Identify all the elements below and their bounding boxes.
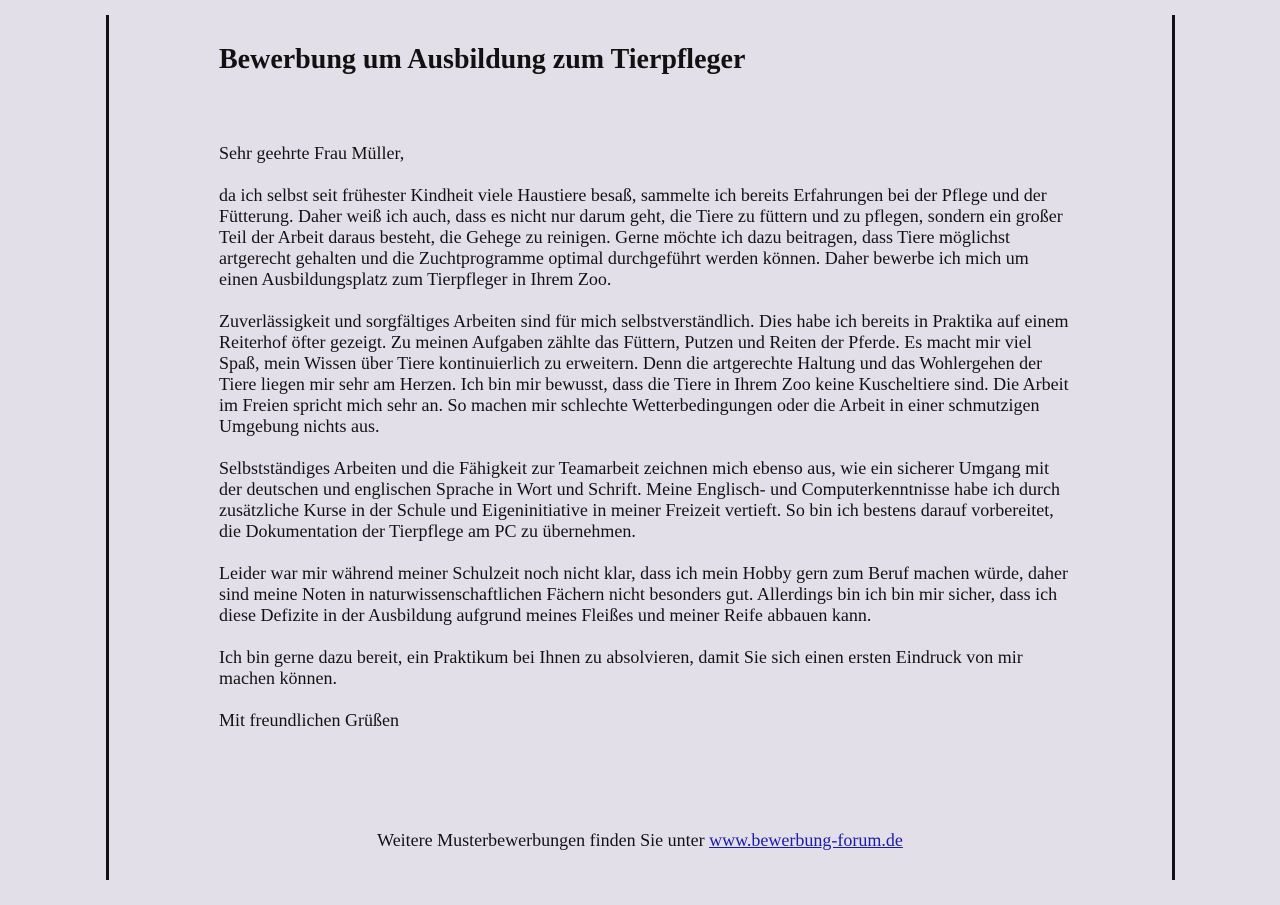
footer (0, 829, 1280, 851)
right-border-line (1172, 15, 1175, 880)
paragraph-skills: Selbstständiges Arbeiten und die Fähigkeit zur Teamarbeit zeichnen mich ebenso aus, wie ein sicherer Umgang mit der deutschen und englischen Sprache in Wort und Schrift. Meine Englisch- und Computerkenntnisse habe ich durch zusätzliche Kurse in der Schule und Eigeninitiative in meiner Freizeit vertieft. So bin ich bestens darauf vorbereitet, die Dokumentation der Tierpflege am PC zu übernehmen. (219, 458, 1061, 541)
closing: Mit freundlichen Grüßen (219, 710, 399, 730)
left-border-line (106, 15, 109, 880)
letter-document (219, 42, 1069, 730)
paragraph-experience: da ich selbst seit frühester Kindheit viele Haustiere besaß, sammelte ich bereits Erfahrungen bei der Pflege und der Fütterung. Daher weiß ich auch, dass es nicht nur darum geht, die Tiere zu füttern und zu pflegen, sondern ein großer Teil der Arbeit daraus besteht, die Gehege zu reinigen. Gerne möchte ich dazu beitragen, dass Tiere möglichst artgerecht gehalten und die Zuchtprogramme optimal durchgeführt werden können. Daher bewerbe ich mich um einen Ausbildungsplatz zum Tierpfleger in Ihrem Zoo. (219, 185, 1063, 289)
letter-body (219, 143, 1069, 752)
paragraph-grades: Leider war mir während meiner Schulzeit noch nicht klar, dass ich mein Hobby gern zum Beruf machen würde, daher sind meine Noten in naturwissenschaftlichen Fächern nicht besonders gut. Allerdings bin ich bin mir sicher, dass ich diese Defizite in der Ausbildung aufgrund meines Fleißes und meiner Reife abbauen kann. (219, 563, 1068, 625)
salutation: Sehr geehrte Frau Müller, (219, 143, 405, 163)
paragraph-internship: Ich bin gerne dazu bereit, ein Praktikum bei Ihnen zu absolvieren, damit Sie sich einen ersten Eindruck von mir machen können. (219, 647, 1023, 688)
letter-title: Bewerbung um Ausbildung zum Tierpfleger (219, 44, 746, 75)
footer-link[interactable]: www.bewerbung-forum.de (709, 830, 903, 850)
footer-text: Weitere Musterbewerbungen finden Sie unter (377, 830, 710, 850)
paragraph-reliability: Zuverlässigkeit und sorgfältiges Arbeiten sind für mich selbstverständlich. Dies habe ich bereits in Praktika auf einem Reiterhof öfter gezeigt. Zu meinen Aufgaben zählte das Füttern, Putzen und Reiten der Pferde. Es macht mir viel Spaß, mein Wissen über Tiere kontinuierlich zu erweitern. Denn die artgerechte Haltung und das Wohlergehen der Tiere liegen mir sehr am Herzen. Ich bin mir bewusst, dass die Tiere in Ihrem Zoo keine Kuscheltiere sind. Die Arbeit im Freien spricht mich sehr an. So machen mir schlechte Wetterbedingungen oder die Arbeit in einer schmutzigen Umgebung nichts aus. (219, 311, 1069, 436)
